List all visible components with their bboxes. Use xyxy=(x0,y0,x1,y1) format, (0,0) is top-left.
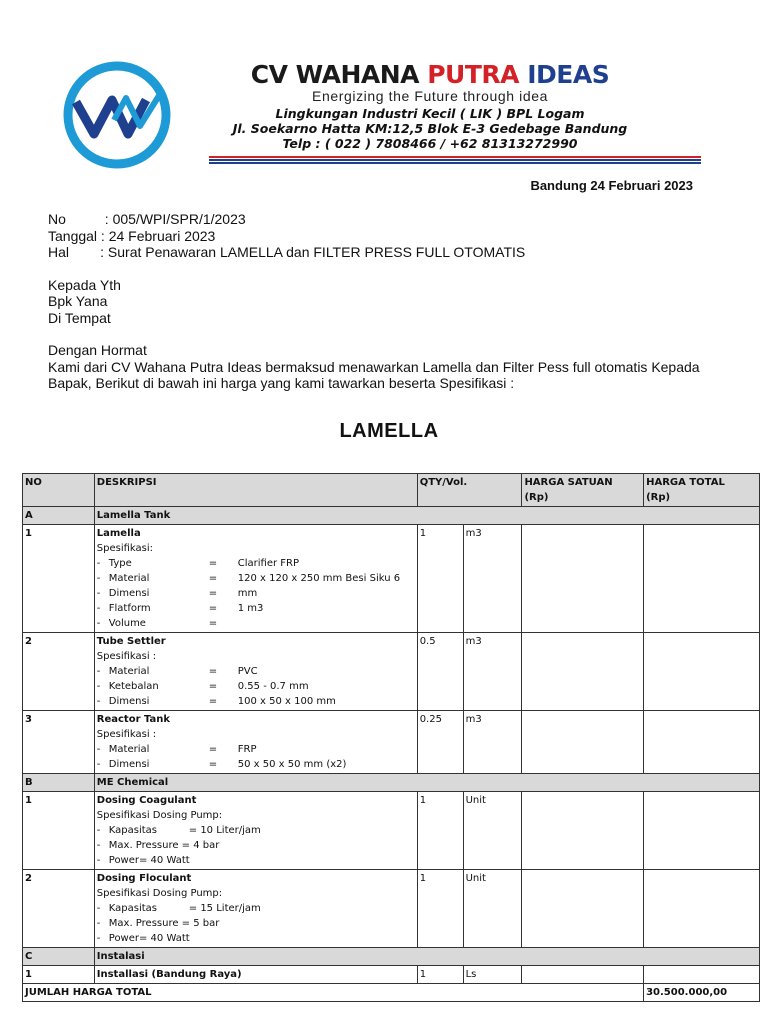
table-row: 2 Tube Settler Spesifikasi : - Material = PVC - Ketebalan = 0.55 - 0.7 mm - Dimensi = 100 x 50 x 100 mm 0.5 m3 xyxy=(23,633,760,711)
section-row-c: C Instalasi xyxy=(23,948,760,966)
letter-meta xyxy=(48,211,525,326)
divider-blue-1 xyxy=(209,159,701,161)
divider-red xyxy=(209,156,701,158)
table-row: 2 Dosing Floculant Spesifikasi Dosing Pump: - Kapasitas = 15 Liter/jam - Max. Pressure = 5 bar - Power= 40 Watt 1 Unit xyxy=(23,870,760,948)
body-line-1: Kami dari CV Wahana Putra Ideas bermaksud menawarkan Lamella dan Filter Pess full otomatis Kepada xyxy=(48,358,700,375)
total-row xyxy=(23,984,760,1002)
company-name xyxy=(210,60,650,90)
header-unit-price: HARGA SATUAN (Rp) xyxy=(522,474,644,507)
total-value: 30.500.000,00 xyxy=(644,984,760,1002)
company-name-part1: CV WAHANA xyxy=(250,60,428,89)
recipient-line-1: Kepada Yth xyxy=(48,276,121,293)
letter-date: Bandung 24 Februari 2023 xyxy=(530,178,693,193)
recipient-line-3: Di Tempat xyxy=(48,309,111,326)
price-table xyxy=(22,473,760,1002)
section-title: LAMELLA xyxy=(339,420,439,442)
table-row: 1 Installasi (Bandung Raya) 1 Ls xyxy=(23,966,760,984)
letter-intro xyxy=(48,342,768,392)
header-desc: DESKRIPSI xyxy=(94,474,417,507)
company-address xyxy=(210,106,650,151)
recipient-line-2: Bpk Yana xyxy=(48,293,108,309)
section-row-a: A Lamella Tank xyxy=(23,507,760,525)
table-row: 3 Reactor Tank Spesifikasi : - Material = FRP - Dimensi = 50 x 50 x 50 mm (x2) 0.25 m3 xyxy=(23,711,760,774)
address-line-2: Jl. Soekarno Hatta KM:12,5 Blok E-3 Gedebage Bandung xyxy=(232,121,628,136)
table-header xyxy=(23,474,760,507)
table-row: 1 Dosing Coagulant Spesifikasi Dosing Pump: - Kapasitas = 10 Liter/jam - Max. Pressure = 4 bar - Power= 40 Watt 1 Unit xyxy=(23,792,760,870)
address-line-1: Lingkungan Industri Kecil ( LIK ) BPL Logam xyxy=(275,106,585,121)
letter-number: No : 005/WPI/SPR/1/2023 xyxy=(48,211,246,227)
company-name-part2: PUTRA xyxy=(427,60,528,89)
body-line-2: Bapak, Berikut di bawah ini harga yang kami tawarkan beserta Spesifikasi : xyxy=(48,375,515,391)
header-total-price: HARGA TOTAL (Rp) xyxy=(644,474,760,507)
company-name-part3: IDEAS xyxy=(527,60,610,89)
header-qty: QTY/Vol. xyxy=(417,474,522,507)
total-label: JUMLAH HARGA TOTAL xyxy=(23,984,644,1002)
company-header xyxy=(210,60,650,104)
letter-subject: Hal : Surat Penawaran LAMELLA dan FILTER PRESS FULL OTOMATIS xyxy=(48,244,526,260)
company-tagline: Energizing the Future through idea xyxy=(312,88,548,104)
header-no: NO xyxy=(23,474,95,507)
header-divider xyxy=(209,156,701,165)
letter-tanggal: Tanggal : 24 Februari 2023 xyxy=(48,227,216,244)
company-logo xyxy=(62,60,172,170)
section-row-b: B ME Chemical xyxy=(23,774,760,792)
greeting: Dengan Hormat xyxy=(48,342,147,358)
table-row: 1 Lamella Spesifikasi: - Type = Clarifier FRP - Material = 120 x 120 x 250 mm Besi Siku 6 - Dimensi = mm - Flatform = 1 m3 - Volume = 1 m3 xyxy=(23,525,760,633)
phone-line: Telp : ( 022 ) 7808466 / +62 81313272990 xyxy=(282,136,578,151)
divider-blue-2 xyxy=(209,162,701,164)
